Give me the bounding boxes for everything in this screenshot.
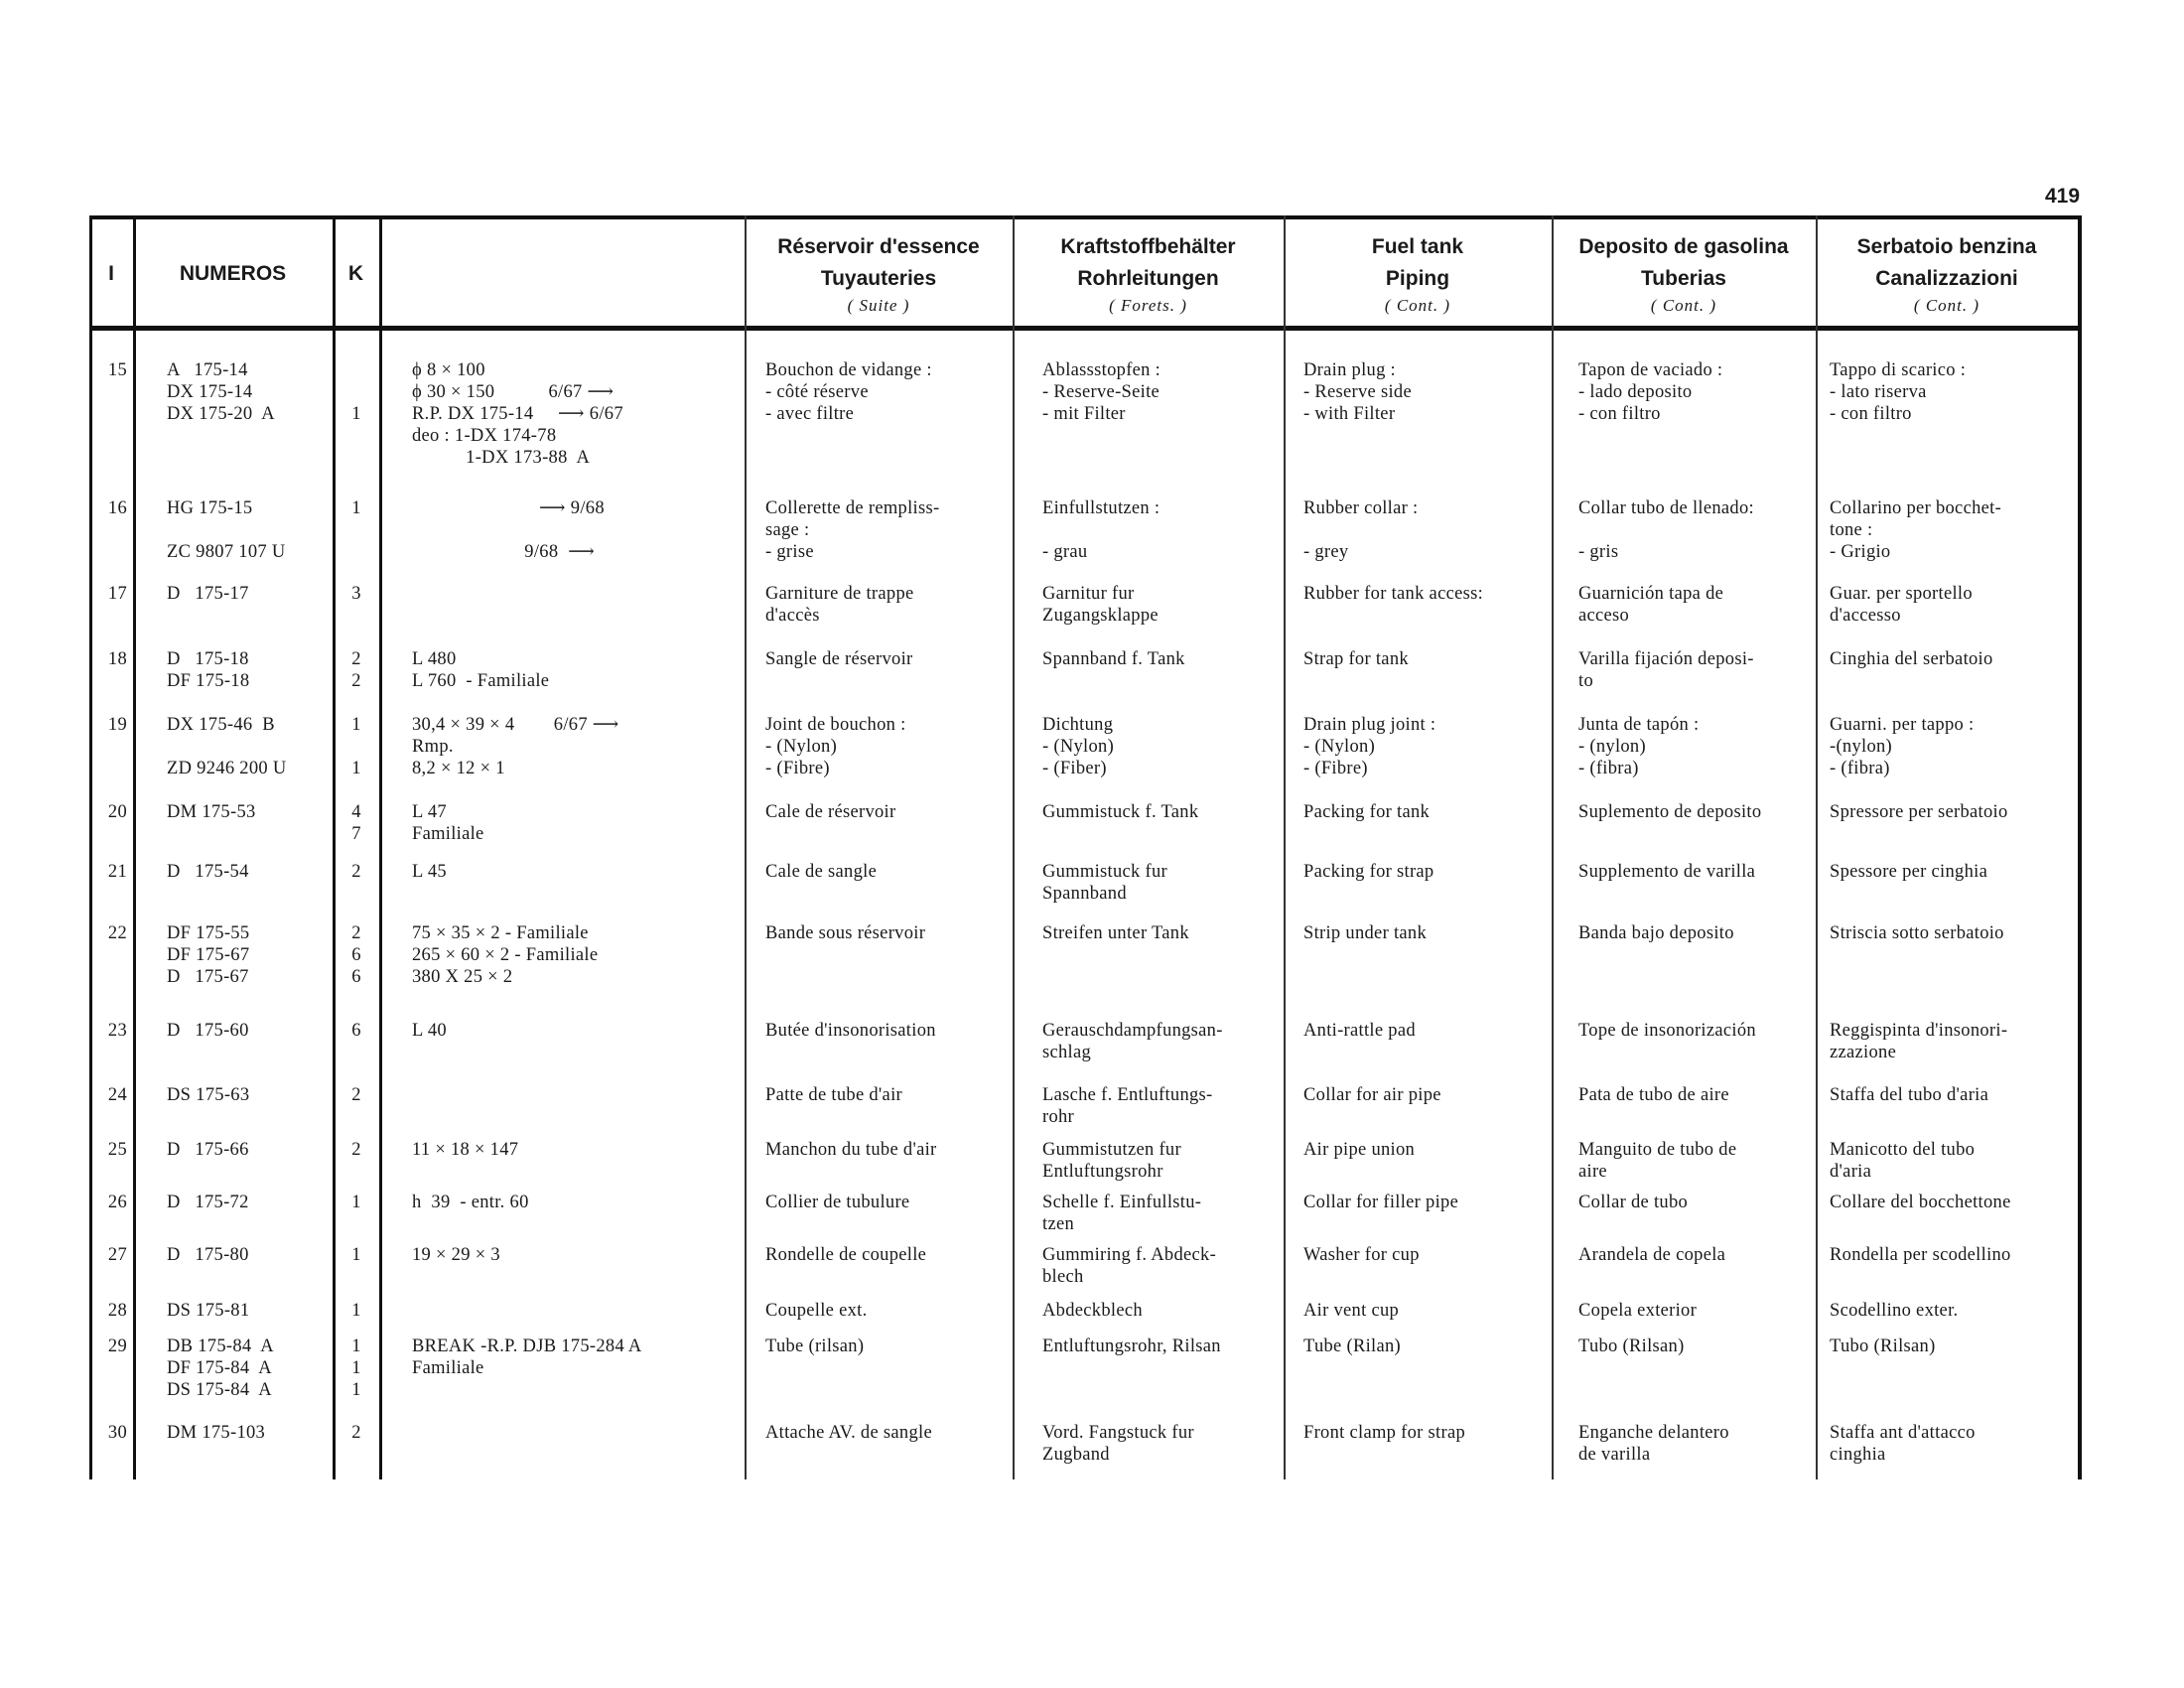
label-english: Drain plug : - Reserve side - with Filter <box>1303 360 1412 424</box>
label-german: Ablassstopfen : - Reserve-Seite - mit Filter <box>1042 360 1161 424</box>
quantity: 2 6 6 <box>351 923 361 987</box>
label-german: Schelle f. Einfullstu- tzen <box>1042 1193 1202 1234</box>
label-german: Abdeckblech <box>1042 1301 1143 1321</box>
label-german: Gummistuck f. Tank <box>1042 802 1199 822</box>
label-italian: Reggispinta d'insonori- zzazione <box>1830 1021 2008 1062</box>
row-number: 27 <box>107 1245 127 1265</box>
part-number: D 175-80 <box>167 1245 249 1265</box>
part-number: DM 175-53 <box>167 802 256 822</box>
quantity: 1 <box>351 1245 361 1265</box>
quantity: 1 1 1 <box>351 1336 361 1400</box>
row-number: 17 <box>107 584 127 604</box>
specification: ⟶ 9/68 9/68 ⟶ <box>524 498 605 562</box>
quantity: 2 <box>351 862 361 882</box>
part-number: DF 175-55 DF 175-67 D 175-67 <box>167 923 250 987</box>
label-german: Gummistutzen fur Entluftungsrohr <box>1042 1140 1181 1182</box>
part-number: DX 175-46 B ZD 9246 200 U <box>167 715 287 778</box>
label-french: Bouchon de vidange : - côté réserve - avec filtre <box>765 360 932 424</box>
row-number: 23 <box>107 1021 127 1041</box>
label-italian: Guar. per sportello d'accesso <box>1830 584 1973 626</box>
label-english: Air vent cup <box>1303 1301 1400 1321</box>
specification: BREAK -R.P. DJB 175-284 A Familiale <box>412 1336 642 1378</box>
label-german: Entluftungsrohr, Rilsan <box>1042 1336 1221 1356</box>
row-number: 15 <box>107 360 127 380</box>
label-french: Cale de réservoir <box>765 802 896 822</box>
part-number: HG 175-15 ZC 9807 107 U <box>167 498 286 562</box>
row-number: 18 <box>107 649 127 669</box>
label-italian: Staffa ant d'attacco cinghia <box>1830 1423 1976 1465</box>
label-french: Butée d'insonorisation <box>765 1021 936 1041</box>
label-italian: Tappo di scarico : - lato riserva - con filtro <box>1830 360 1967 424</box>
quantity: 1 <box>351 1193 361 1212</box>
part-number: D 175-72 <box>167 1193 249 1212</box>
row-number: 19 <box>107 715 127 735</box>
part-number: DB 175-84 A DF 175-84 A DS 175-84 A <box>167 1336 274 1400</box>
quantity: 6 <box>351 1021 361 1041</box>
header-numeros: NUMEROS <box>179 262 287 285</box>
label-italian: Collarino per bocchet- tone : - Grigio <box>1830 498 2002 562</box>
label-english: Rubber for tank access: <box>1303 584 1484 604</box>
label-english: Tube (Rilan) <box>1303 1336 1401 1356</box>
part-number: D 175-18 DF 175-18 <box>167 649 250 691</box>
label-french: Collier de tubulure <box>765 1193 910 1212</box>
label-french: Cale de sangle <box>765 862 878 882</box>
label-german: Garnitur fur Zugangsklappe <box>1042 584 1159 626</box>
label-french: Sangle de réservoir <box>765 649 913 669</box>
part-number: A 175-14 DX 175-14 DX 175-20 A <box>167 360 275 424</box>
quantity: 4 7 <box>351 802 361 844</box>
column-rule <box>1816 215 1818 1479</box>
specification: L 40 <box>412 1021 447 1041</box>
label-english: Rubber collar : - grey <box>1303 498 1419 562</box>
label-english: Strap for tank <box>1303 649 1409 669</box>
specification: 75 × 35 × 2 - Familiale 265 × 60 × 2 - Familiale 380 X 25 × 2 <box>412 923 599 987</box>
column-rule <box>2078 215 2082 1479</box>
quantity: 2 <box>351 1423 361 1443</box>
label-italian: Guarni. per tappo : -(nylon) - (fibra) <box>1830 715 1975 778</box>
label-french: Attache AV. de sangle <box>765 1423 932 1443</box>
label-spanish: Copela exterior <box>1578 1301 1698 1321</box>
label-german: Lasche f. Entluftungs- rohr <box>1042 1085 1213 1127</box>
label-french: Patte de tube d'air <box>765 1085 902 1105</box>
specification: h 39 - entr. 60 <box>412 1193 529 1212</box>
label-italian: Striscia sotto serbatoio <box>1830 923 2004 943</box>
row-number: 24 <box>107 1085 127 1105</box>
label-spanish: Junta de tapón : - (nylon) - (fibra) <box>1578 715 1700 778</box>
column-rule <box>379 215 382 1479</box>
header-i: I <box>108 262 114 285</box>
quantity: 1 1 <box>351 715 361 778</box>
label-spanish: Tubo (Rilsan) <box>1578 1336 1685 1356</box>
label-german: Einfullstutzen : - grau <box>1042 498 1160 562</box>
part-number: D 175-66 <box>167 1140 249 1160</box>
label-english: Collar for air pipe <box>1303 1085 1441 1105</box>
label-german: Gummistuck fur Spannband <box>1042 862 1167 904</box>
label-spanish: Suplemento de deposito <box>1578 802 1762 822</box>
header-k: K <box>347 262 364 285</box>
label-english: Anti-rattle pad <box>1303 1021 1416 1041</box>
specification: L 47 Familiale <box>412 802 484 844</box>
label-french: Rondelle de coupelle <box>765 1245 927 1265</box>
quantity: 2 <box>351 1085 361 1105</box>
table-top-rule <box>89 215 2082 219</box>
specification: 11 × 18 × 147 <box>412 1140 519 1160</box>
part-number: D 175-54 <box>167 862 249 882</box>
label-german: Vord. Fangstuck fur Zugband <box>1042 1423 1194 1465</box>
label-english: Washer for cup <box>1303 1245 1420 1265</box>
label-italian: Spessore per cinghia <box>1830 862 1988 882</box>
row-number: 25 <box>107 1140 127 1160</box>
label-german: Dichtung - (Nylon) - (Fiber) <box>1042 715 1115 778</box>
label-spanish: Collar tubo de llenado: - gris <box>1578 498 1754 562</box>
label-spanish: Manguito de tubo de aire <box>1578 1140 1737 1182</box>
label-german: Gerauschdampfungsan- schlag <box>1042 1021 1223 1062</box>
column-rule <box>133 215 136 1479</box>
quantity: 2 2 <box>351 649 361 691</box>
part-number: D 175-60 <box>167 1021 249 1041</box>
label-french: Manchon du tube d'air <box>765 1140 937 1160</box>
label-italian: Staffa del tubo d'aria <box>1830 1085 1989 1105</box>
row-number: 26 <box>107 1193 127 1212</box>
label-french: Collerette de rempliss- sage : - grise <box>765 498 940 562</box>
header-divider-rule <box>89 326 2082 331</box>
label-italian: Rondella per scodellino <box>1830 1245 2011 1265</box>
row-number: 29 <box>107 1336 127 1356</box>
label-spanish: Tope de insonorización <box>1578 1021 1756 1041</box>
label-spanish: Supplemento de varilla <box>1578 862 1756 882</box>
part-number: DM 175-103 <box>167 1423 266 1443</box>
row-number: 28 <box>107 1301 127 1321</box>
header-spanish: Deposito de gasolina Tuberias ( Cont. ) <box>1578 235 1789 315</box>
label-german: Streifen unter Tank <box>1042 923 1189 943</box>
label-english: Packing for strap <box>1303 862 1434 882</box>
specification: 19 × 29 × 3 <box>412 1245 500 1265</box>
quantity: 1 <box>351 498 361 518</box>
label-italian: Cinghia del serbatoio <box>1830 649 1993 669</box>
label-spanish: Pata de tubo de aire <box>1578 1085 1729 1105</box>
quantity: 1 <box>351 404 361 424</box>
row-number: 30 <box>107 1423 127 1443</box>
label-english: Packing for tank <box>1303 802 1431 822</box>
row-number: 16 <box>107 498 127 518</box>
row-number: 20 <box>107 802 127 822</box>
label-italian: Tubo (Rilsan) <box>1830 1336 1936 1356</box>
label-german: Gummiring f. Abdeck- blech <box>1042 1245 1217 1287</box>
label-french: Garniture de trappe d'accès <box>765 584 914 626</box>
column-rule <box>333 215 336 1479</box>
label-italian: Scodellino exter. <box>1830 1301 1959 1321</box>
header-french: Réservoir d'essence Tuyauteries ( Suite ) <box>777 235 980 315</box>
label-french: Coupelle ext. <box>765 1301 868 1321</box>
row-number: 22 <box>107 923 127 943</box>
label-spanish: Enganche delantero de varilla <box>1578 1423 1729 1465</box>
specification: 30,4 × 39 × 4 6/67 ⟶ Rmp. 8,2 × 12 × 1 <box>412 715 619 778</box>
label-spanish: Collar de tubo <box>1578 1193 1689 1212</box>
label-german: Spannband f. Tank <box>1042 649 1185 669</box>
column-rule <box>1552 215 1554 1479</box>
header-german: Kraftstoffbehälter Rohrleitungen ( Forets. ) <box>1060 235 1236 315</box>
label-italian: Collare del bocchettone <box>1830 1193 2011 1212</box>
page-number: 419 <box>2045 185 2081 208</box>
label-spanish: Guarnición tapa de acceso <box>1578 584 1724 626</box>
column-rule <box>1284 215 1286 1479</box>
label-english: Air pipe union <box>1303 1140 1416 1160</box>
part-number: DS 175-63 <box>167 1085 250 1105</box>
label-italian: Manicotto del tubo d'aria <box>1830 1140 1976 1182</box>
label-spanish: Banda bajo deposito <box>1578 923 1734 943</box>
quantity: 1 <box>351 1301 361 1321</box>
label-french: Joint de bouchon : - (Nylon) - (Fibre) <box>765 715 906 778</box>
header-italian: Serbatoio benzina Canalizzazioni ( Cont. ) <box>1856 235 2037 315</box>
parts-table <box>89 215 2082 1479</box>
label-italian: Spressore per serbatoio <box>1830 802 2008 822</box>
label-french: Bande sous réservoir <box>765 923 926 943</box>
label-english: Front clamp for strap <box>1303 1423 1465 1443</box>
column-rule <box>1013 215 1015 1479</box>
row-number: 21 <box>107 862 127 882</box>
part-number: D 175-17 <box>167 584 249 604</box>
label-spanish: Tapon de vaciado : - lado deposito - con filtro <box>1578 360 1723 424</box>
header-english: Fuel tank Piping ( Cont. ) <box>1371 235 1464 315</box>
label-english: Drain plug joint : - (Nylon) - (Fibre) <box>1303 715 1436 778</box>
label-spanish: Arandela de copela <box>1578 1245 1726 1265</box>
quantity: 2 <box>351 1140 361 1160</box>
label-spanish: Varilla fijación deposi- to <box>1578 649 1754 691</box>
label-english: Collar for filler pipe <box>1303 1193 1459 1212</box>
part-number: DS 175-81 <box>167 1301 250 1321</box>
specification: L 45 <box>412 862 447 882</box>
label-french: Tube (rilsan) <box>765 1336 865 1356</box>
label-english: Strip under tank <box>1303 923 1428 943</box>
specification: ϕ 8 × 100 ϕ 30 × 150 6/67 ⟶ R.P. DX 175-14 ⟶ 6/67 deo : 1-DX 174-78 1-DX 173-88 A <box>412 360 623 468</box>
column-rule <box>89 215 92 1479</box>
quantity: 3 <box>351 584 361 604</box>
specification: L 480 L 760 - Familiale <box>412 649 550 691</box>
